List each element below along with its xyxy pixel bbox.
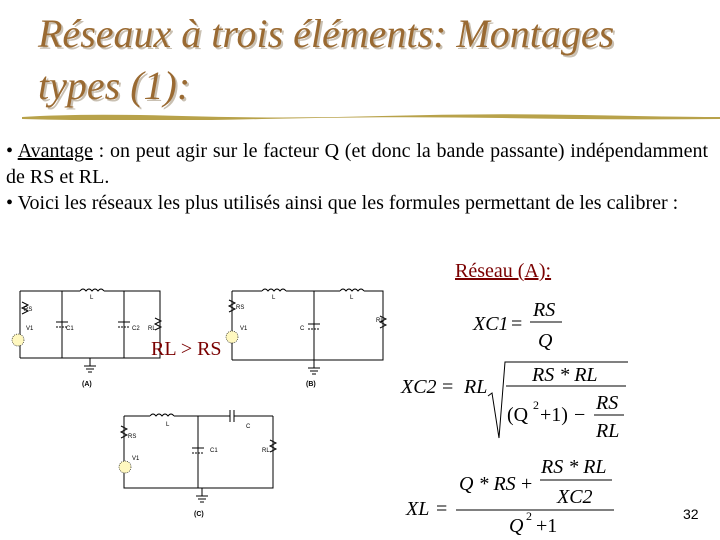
formula-xc1 xyxy=(472,299,562,352)
formula-xl xyxy=(405,456,614,537)
svg-text:RL: RL xyxy=(596,420,620,442)
svg-text:RS: RS xyxy=(533,299,556,321)
svg-text:XC2: XC2 xyxy=(557,486,593,508)
svg-text:+1): +1) xyxy=(540,404,568,426)
circuit-a-caption: (A) xyxy=(82,381,92,388)
svg-text:+1: +1 xyxy=(536,515,558,537)
condition-rl-greater-rs: RL > RS xyxy=(151,338,222,360)
source-b-icon xyxy=(226,331,238,343)
svg-text:RS * RL: RS * RL xyxy=(532,364,598,386)
svg-text:2: 2 xyxy=(533,398,539,412)
svg-text:Q: Q xyxy=(509,515,524,537)
svg-text:Q * RS: Q * RS xyxy=(459,473,516,495)
circuit-a-v1: V1 xyxy=(26,326,34,332)
circuit-b-rs: RS xyxy=(236,305,245,311)
reseau-a-label: Réseau (A): xyxy=(455,260,552,282)
svg-text:RL: RL xyxy=(464,376,488,398)
circuit-a xyxy=(20,289,161,372)
svg-text:RS: RS xyxy=(596,392,619,414)
circuit-c-rs: RS xyxy=(128,434,137,440)
svg-text:XL: XL xyxy=(406,498,430,520)
formula-xc2 xyxy=(400,362,628,442)
circuit-b xyxy=(229,289,386,374)
title-line-2: types (1): xyxy=(38,63,191,108)
circuit-a-rl: RL xyxy=(148,326,156,332)
circuit-b-c: C xyxy=(300,326,305,332)
advantage-text: : on peut agir sur le facteur Q (et donc la bande passante) indépendamment de RS et RL. xyxy=(6,140,708,188)
circuit-a-l: L xyxy=(90,295,94,301)
bullet-networks: • Voici les réseaux les plus utilisés ainsi que les formules permettant de les calibrer : xyxy=(6,192,679,214)
circuit-b-l: L xyxy=(272,295,276,301)
svg-text:(Q: (Q xyxy=(507,404,529,426)
svg-text:XC2: XC2 xyxy=(401,376,437,398)
circuit-c xyxy=(121,410,276,502)
circuit-a-c1: C1 xyxy=(66,326,74,332)
svg-text:2: 2 xyxy=(526,509,532,523)
circuit-c-caption: (C) xyxy=(194,511,204,518)
source-a-icon xyxy=(12,334,24,346)
advantage-label: Avantage xyxy=(17,140,93,162)
svg-text:−: − xyxy=(574,404,586,426)
page-number: 32 xyxy=(683,506,699,522)
svg-text:Q: Q xyxy=(538,330,553,352)
svg-text:=: = xyxy=(511,313,523,335)
svg-text:=: = xyxy=(436,498,448,520)
circuit-c-c: C xyxy=(246,424,251,430)
circuit-c-v1: V1 xyxy=(132,456,140,462)
circuit-c-rl: RL xyxy=(262,448,270,454)
circuit-b-v1: V1 xyxy=(240,326,248,332)
circuit-a-rs: RS xyxy=(24,307,33,313)
circuit-c-l: L xyxy=(166,422,170,428)
source-c-icon xyxy=(119,461,131,473)
circuit-b-l2: L xyxy=(350,295,354,301)
circuit-b-caption: (B) xyxy=(306,381,316,388)
svg-text:+: + xyxy=(521,473,533,495)
circuit-c-c1: C1 xyxy=(210,448,218,454)
circuit-b-rl: RL xyxy=(376,318,384,324)
title-line-1: Réseaux à trois éléments: Montages xyxy=(38,11,615,56)
circuit-a-c2: C2 xyxy=(132,326,140,332)
svg-text:RS * RL: RS * RL xyxy=(541,456,607,478)
bullet-advantage: • Avantage : on peut agir sur le facteur Q (et donc la bande passante) indépendamment de RS et RL. xyxy=(6,140,708,188)
svg-text:=: = xyxy=(442,376,454,398)
svg-text:XC1: XC1 xyxy=(473,313,509,335)
